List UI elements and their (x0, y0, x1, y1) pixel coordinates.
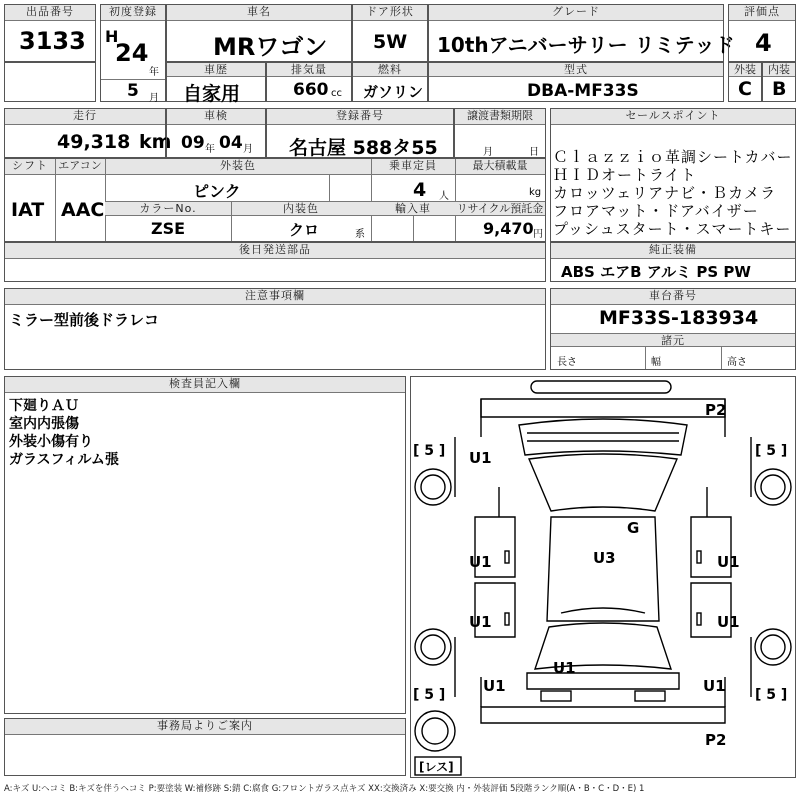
tire-depth-rear-right: [ 5 ] (755, 687, 788, 703)
notes: ミラー型前後ドラレコ (9, 311, 160, 329)
inspector-note-3: 外装小傷有り (9, 434, 93, 450)
displacement-unit: cc (331, 88, 342, 99)
fuel-label: 燃料 (353, 63, 427, 77)
import-label: 輸入車 (371, 202, 455, 216)
insp-year: 09 (181, 133, 205, 153)
spec-length: 長さ (557, 357, 577, 368)
mileage-box (4, 108, 172, 158)
car-name: MRワゴン (213, 33, 328, 61)
mark-u1-front-fender-left: U1 (469, 553, 492, 571)
mark-g-windshield: G (627, 519, 640, 537)
mileage-label: 走行 (5, 109, 165, 125)
door-type: 5W (373, 31, 408, 53)
inspector-note-1: 下廻りＡＵ (9, 398, 79, 414)
tire-depth-front-left: [ 5 ] (413, 443, 446, 459)
specs-label: 諸元 (551, 333, 795, 347)
first-reg-box (100, 4, 166, 102)
transfer-month: 月 (483, 147, 493, 158)
reg-month: 5 (127, 81, 139, 101)
lot-label: 出品番号 (5, 5, 95, 21)
mileage: 49,318 (57, 131, 131, 153)
door-box (352, 4, 428, 62)
recycle: 9,470 (483, 219, 534, 238)
mark-u1-rear-window: U1 (553, 659, 576, 677)
inspector-note-2: 室内内張傷 (9, 416, 79, 432)
spec-height: 高さ (727, 357, 747, 368)
spare-tire-status: [レス] (419, 760, 454, 774)
year-unit: 年 (149, 67, 159, 78)
inspector-box (4, 376, 406, 714)
sales-point-1: Ｃｌａｚｚｉｏ革調シートカバー (553, 148, 793, 166)
car-name-label: 車名 (167, 5, 351, 21)
plate-box (266, 108, 454, 158)
ext-grade: C (738, 78, 752, 100)
sales-points-box (550, 108, 796, 242)
inspection-box (166, 108, 266, 158)
score-label: 評価点 (729, 5, 795, 21)
sales-point-5: プッシュスタート・スマートキー (553, 220, 792, 238)
specs-left-box (4, 158, 546, 242)
inspection-label: 車検 (167, 109, 265, 125)
int-grade-box (762, 62, 796, 102)
transfer-box (454, 108, 546, 158)
first-reg-label: 初度登録 (101, 5, 165, 21)
reg-year: 24 (115, 39, 149, 67)
spec-width: 幅 (651, 357, 661, 368)
deferred-label: 後日発送部品 (5, 243, 545, 259)
lot-number: 3133 (19, 27, 86, 55)
color-no: ZSE (151, 219, 186, 238)
capacity-unit: 人 (439, 191, 449, 202)
month-unit: 月 (149, 93, 159, 104)
color: ピンク (193, 182, 241, 201)
chassis-label: 車台番号 (551, 289, 795, 305)
lot-blank (4, 62, 96, 102)
model-label: 型式 (429, 63, 723, 77)
ext-grade-box (728, 62, 762, 102)
mark-u1-hood-left: U1 (469, 449, 492, 467)
insp-year-unit: 年 (205, 144, 215, 155)
transfer-label: 譲渡書類期限 (455, 109, 545, 125)
interior-color-label: 内装色 (231, 202, 371, 216)
lot-box (4, 4, 96, 62)
tire-depth-rear-left: [ 5 ] (413, 687, 446, 703)
displacement-label: 排気量 (267, 63, 351, 77)
era: H (105, 27, 119, 46)
shift: IAT (11, 199, 45, 221)
insp-month-unit: 月 (243, 144, 253, 155)
score-box (728, 4, 796, 62)
sales-point-2: ＨＩＤオートライト (553, 166, 697, 184)
legend-footer: A:キズ U:ヘコミ B:キズを伴うヘコミ P:要塗装 W:補修跡 S:錆 C:腐食 G:フロントガラス点キズ XX:交換済み X:要交換 内・外装評価 5段階ランク順(A・B・C・D・E) 1 (4, 784, 645, 794)
car-diagram-box (410, 376, 796, 778)
equipment-label: 純正装備 (551, 243, 795, 259)
load-unit: kg (529, 187, 542, 198)
fuel: ガソリン (363, 83, 424, 101)
grade-box (428, 4, 735, 62)
sales-point-4: フロアマット・ドアバイザー (553, 202, 759, 220)
sales-points-label: セールスポイント (551, 109, 795, 125)
model-box (428, 62, 724, 102)
ac: AAC (61, 199, 105, 221)
interior-color: クロ (289, 221, 320, 239)
mileage-unit: km (139, 131, 172, 153)
office-box (4, 718, 406, 776)
history-box (166, 62, 266, 105)
ac-label: エアコン (55, 159, 105, 175)
recycle-unit: 円 (533, 229, 543, 240)
int-grade: B (772, 78, 787, 100)
mark-u1-rear-door-left: U1 (469, 613, 492, 631)
tire-depth-front-right: [ 5 ] (755, 443, 788, 459)
capacity-label: 乗車定員 (371, 159, 455, 175)
score: 4 (755, 29, 772, 57)
plate-label: 登録番号 (267, 109, 453, 125)
history: 自家用 (183, 83, 241, 105)
mark-u3-roof: U3 (593, 549, 616, 567)
mark-u1-rear-left: U1 (483, 677, 506, 695)
shift-label: シフト (5, 159, 55, 175)
history-label: 車歴 (167, 63, 265, 77)
grade-label: グレード (429, 5, 723, 21)
displacement-box (266, 62, 352, 102)
notes-label: 注意事項欄 (5, 289, 545, 305)
plate: 名古屋 588タ55 (289, 137, 438, 159)
office-label: 事務局よりご案内 (5, 719, 405, 735)
mark-p2-front: P2 (705, 401, 727, 419)
mark-u1-front-fender-right: U1 (717, 553, 740, 571)
chassis-number: MF33S-183934 (599, 307, 759, 329)
load-label: 最大積載量 (455, 159, 545, 175)
recycle-label: リサイクル預託金 (456, 202, 544, 215)
inspector-note-4: ガラスフィルム張 (9, 452, 119, 468)
equipment: ABS エアB アルミ PS PW (561, 263, 751, 281)
model: DBA-MF33S (527, 81, 639, 101)
capacity: 4 (413, 179, 427, 201)
mark-u1-rear-right: U1 (703, 677, 726, 695)
interior-color-unit: 系 (355, 229, 365, 240)
car-diagram (411, 377, 795, 777)
fuel-box (352, 62, 428, 102)
ext-label: 外装 (729, 63, 761, 77)
notes-box (4, 288, 546, 370)
insp-month: 04 (219, 133, 243, 153)
displacement: 660 (293, 80, 329, 100)
door-label: ドア形状 (353, 5, 427, 21)
color-no-label: カラーNo. (105, 202, 231, 216)
int-label: 内装 (763, 63, 795, 77)
color-label: 外装色 (105, 159, 371, 175)
mark-p2-rear: P2 (705, 731, 727, 749)
grade: 10thアニバーサリー リミテッド (437, 33, 735, 57)
car-name-box (166, 4, 352, 62)
transfer-day: 日 (529, 147, 539, 158)
sales-point-3: カロッツェリアナビ・Ｂカメラ (553, 184, 777, 202)
mark-u1-rear-door-right: U1 (717, 613, 740, 631)
inspector-label: 検査員記入欄 (5, 377, 405, 393)
deferred-box (4, 242, 546, 282)
chassis-box (550, 288, 796, 370)
equipment-box (550, 242, 796, 282)
